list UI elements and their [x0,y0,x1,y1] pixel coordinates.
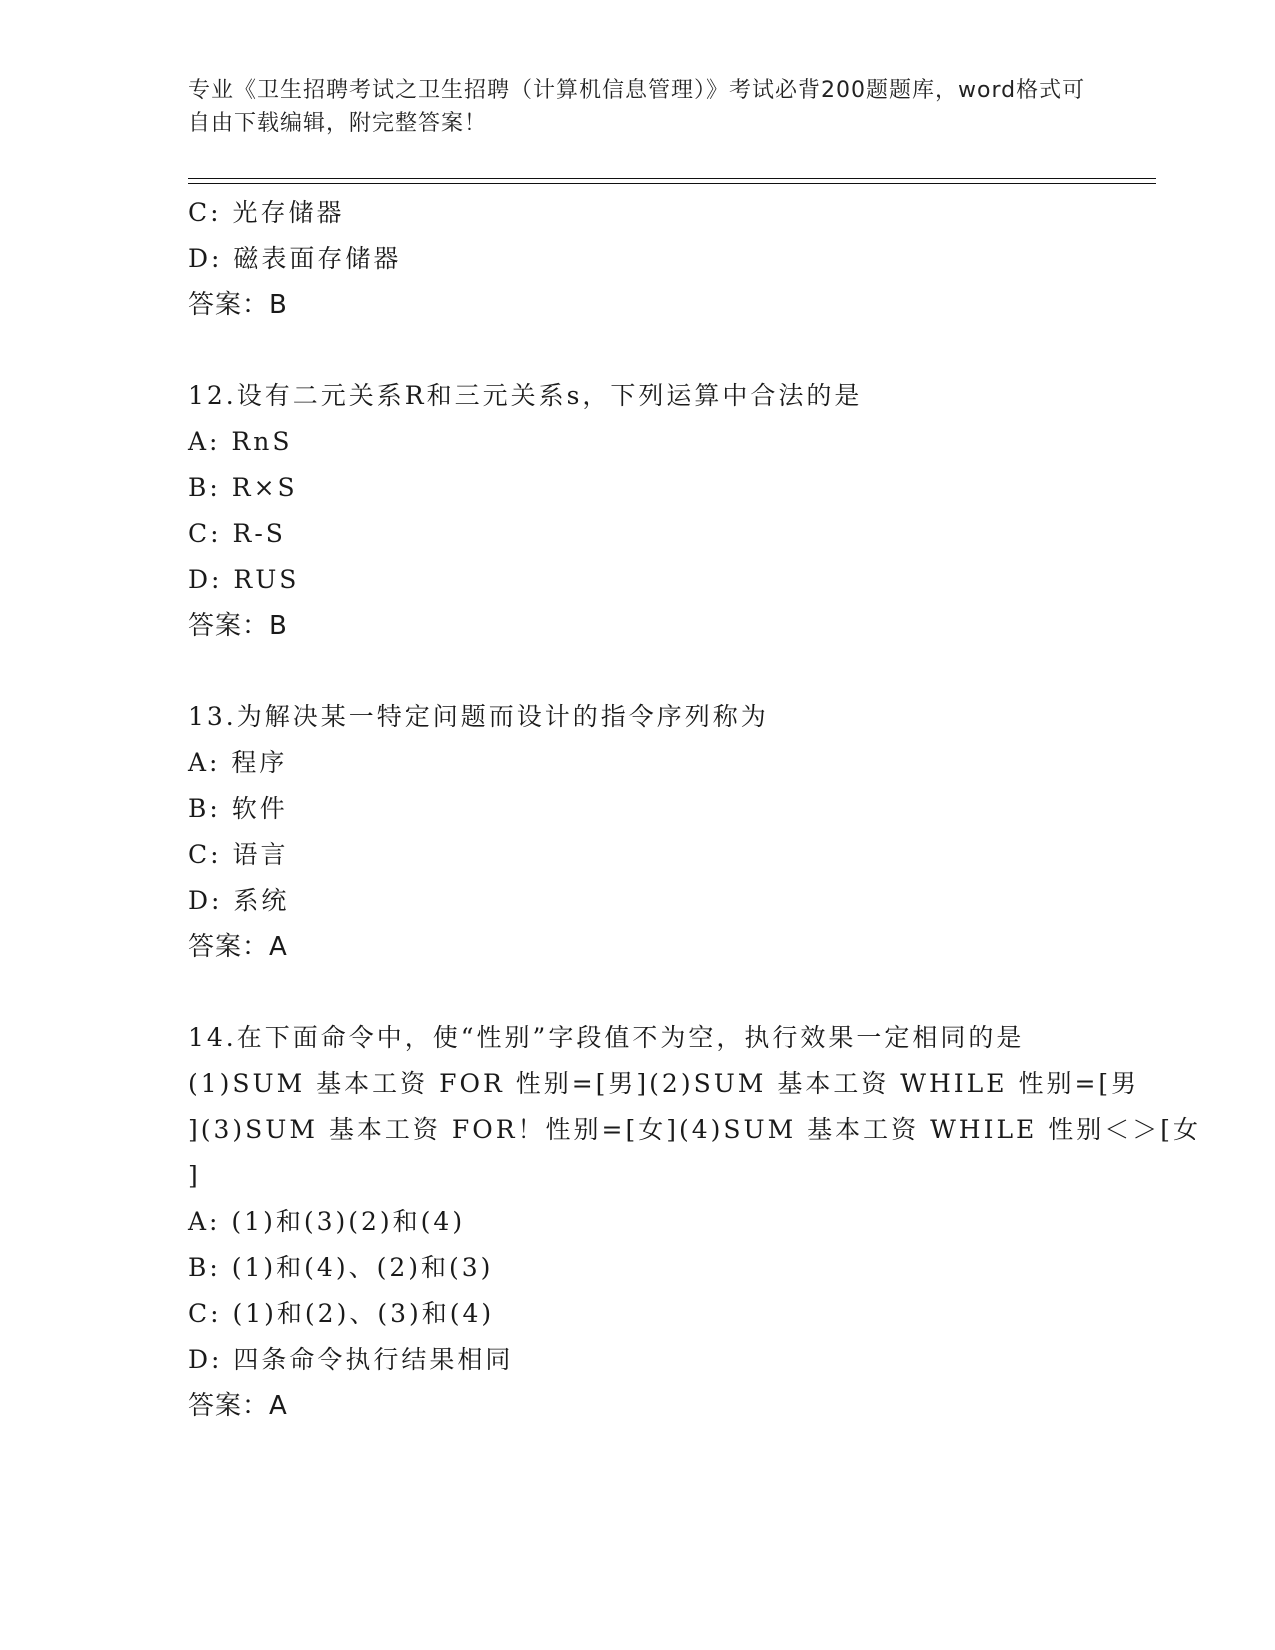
document-header: 专业《卫生招聘考试之卫生招聘（计算机信息管理）》考试必背200题题库，word格式可自由下载编辑，附完整答案！ [188,78,1086,136]
header-rule-bottom [188,183,1156,184]
option-c: C: 语言 [188,840,289,869]
question-list [188,190,1201,1429]
option-d: D: 系统 [188,886,290,915]
option-b: B: R×S [188,473,298,502]
question-stem: 13.为解决某一特定问题而设计的指令序列称为 [188,702,769,731]
header-rule-top [188,178,1156,179]
question-13 [188,694,1088,970]
option-c: C: (1)和(2)、(3)和(4) [188,1299,495,1328]
question-14 [188,1015,1201,1429]
answer-line: 答案：A [188,1391,288,1421]
option-b: B: 软件 [188,794,288,823]
question-stem-line-3: ](3)SUM 基本工资 FOR！性别=[女](4)SUM 基本工资 WHILE 性别＜＞[女 [188,1115,1201,1144]
question-stem: 12.设有二元关系R和三元关系s，下列运算中合法的是 [188,381,863,410]
question-12 [188,373,1088,649]
answer-line: 答案：B [188,290,288,320]
continued-question [188,190,1088,328]
option-c: C: R-S [188,519,286,548]
option-a: A: 程序 [188,748,288,777]
answer-line: 答案：B [188,611,288,641]
option-d: D: RUS [188,565,300,594]
option-b: B: (1)和(4)、(2)和(3) [188,1253,494,1282]
question-stem: 14.在下面命令中，使“性别”字段值不为空，执行效果一定相同的是 [188,1023,1025,1052]
option-a: A: (1)和(3)(2)和(4) [188,1207,466,1236]
answer-line: 答案：A [188,932,288,962]
option-d: D: 磁表面存储器 [188,244,402,273]
question-stem-line-4: ] [188,1161,201,1190]
option-d: D: 四条命令执行结果相同 [188,1345,514,1374]
question-stem-line-2: (1)SUM 基本工资 FOR 性别=[男](2)SUM 基本工资 WHILE 性别=[男 [188,1069,1140,1098]
option-a: A: RnS [188,427,293,456]
option-c: C: 光存储器 [188,198,345,227]
